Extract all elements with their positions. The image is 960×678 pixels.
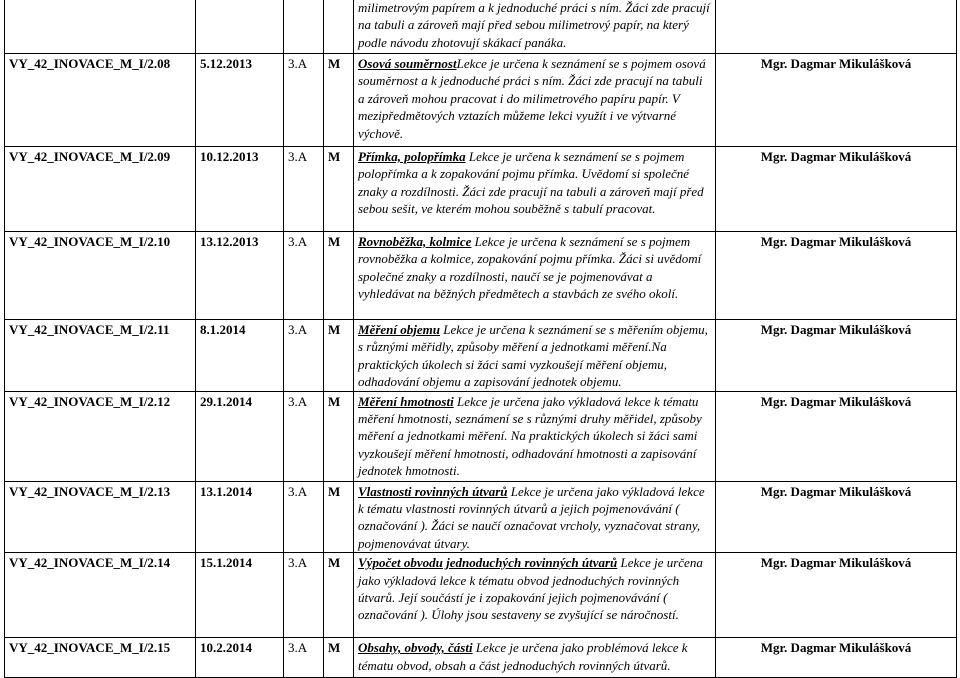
lesson-description (354, 638, 716, 678)
lesson-subject: M (324, 638, 354, 678)
lesson-title: Měření hmotnosti (358, 393, 454, 409)
lesson-grade: 3.A (284, 638, 324, 678)
lesson-title: Výpočet obvodu jednoduchých rovinných útvarů (358, 555, 618, 571)
lesson-description-text: milimetrovým papírem a k jednoduché práci s ním. Žáci zde pracují na tabuli a zároveň mají před sebou milimetrový papír, na který podle návodu zhotovují skákací panáka. (358, 0, 710, 50)
lesson-subject: M (324, 481, 354, 553)
lesson-date: 29.1.2014 (196, 391, 284, 481)
lesson-grade: 3.A (284, 320, 324, 392)
lesson-title: Obsahy, obvody, části (358, 640, 473, 656)
lesson-description (354, 147, 716, 232)
lesson-author: Mgr. Dagmar Mikulášková (716, 638, 957, 678)
lesson-author (716, 0, 957, 54)
lesson-date: 10.12.2013 (196, 147, 284, 232)
table-row (5, 147, 957, 232)
lesson-date: 15.1.2014 (196, 553, 284, 638)
lesson-date: 5.12.2013 (196, 54, 284, 147)
lesson-description-text: Lekce je určena k seznámení se s měřením objemu, s různými měřidly, způsoby měření a jednotkami měření.Na praktických úkolech si žáci sami vyzkoušejí měření objemu, odhadování objemu a zapisování jednotek objemu. (358, 322, 708, 390)
lesson-grade: 3.A (284, 54, 324, 147)
lesson-description (354, 54, 716, 147)
lesson-author: Mgr. Dagmar Mikulášková (716, 232, 957, 320)
lesson-description (354, 481, 716, 553)
table-row (5, 320, 957, 392)
lesson-code: VY_42_INOVACE_M_I/2.12 (5, 391, 196, 481)
lesson-code: VY_42_INOVACE_M_I/2.09 (5, 147, 196, 232)
table-row (5, 232, 957, 320)
lesson-date: 8.1.2014 (196, 320, 284, 392)
lesson-title: Vlastnosti rovinných útvarů (358, 483, 508, 499)
lesson-title: Přímka, polopřímka (358, 149, 466, 164)
lesson-author: Mgr. Dagmar Mikulášková (716, 54, 957, 147)
lesson-date: 13.12.2013 (196, 232, 284, 320)
lesson-code: VY_42_INOVACE_M_I/2.14 (5, 553, 196, 638)
lesson-code: VY_42_INOVACE_M_I/2.13 (5, 481, 196, 553)
lesson-title: Rovnoběžka, kolmice (358, 234, 472, 249)
lesson-grade (284, 0, 324, 54)
lesson-description (354, 553, 716, 638)
table-row (5, 553, 957, 638)
lesson-description-text: Lekce je určena jako výkladová lekce k tématu obvod jednoduchých rovinných útvarů. Její součástí je i zopakování jejich pojmenovávání ( označování ). Úlohy jsou sestaveny se zvyšující se náročností. (358, 555, 703, 623)
lesson-subject: M (324, 232, 354, 320)
lesson-description-text: Lekce je určena jako výkladová lekce k tématu vlastnosti rovinných útvarů a jejich pojmenovávání ( označování ). Žáci se naučí označovat vrcholy, vyznačovat strany, pojmenovávat útvary. (358, 483, 705, 551)
lesson-grade: 3.A (284, 232, 324, 320)
lesson-author: Mgr. Dagmar Mikulášková (716, 481, 957, 553)
lesson-description-text: Lekce je určena jako výkladová lekce k tématu měření hmotnosti, seznámení se s různými druhy měřidel, způsoby měření a jednotkami měření. Na praktických úkolech si žáci sami vyzkoušejí měření hmotnosti, odhadování hmotnosti a zapisování jednotek hmotnosti. (358, 393, 702, 479)
lesson-author: Mgr. Dagmar Mikulášková (716, 553, 957, 638)
lesson-description-text: Lekce je určena k seznámení se s pojmem osová souměrnost a k jednoduché práci s ním. Žáci zde pracují na tabuli a zároveň mohou pracovat i do milimetrového papíru papír. V mezipředmětových vztazích můžeme lekci využít i ve výtvarné výchově. (358, 56, 706, 141)
lesson-title: Měření objemu (358, 322, 440, 337)
lesson-subject (324, 0, 354, 54)
lesson-author: Mgr. Dagmar Mikulášková (716, 391, 957, 481)
lesson-date: 13.1.2014 (196, 481, 284, 553)
lesson-table (4, 0, 957, 678)
table-row (5, 391, 957, 481)
table-row (5, 0, 957, 54)
lesson-description (354, 391, 716, 481)
lesson-grade: 3.A (284, 481, 324, 553)
table-row (5, 638, 957, 678)
lesson-description-text: Lekce je určena jako problémová lekce k tématu obvod, obsah a část jednoduchých rovinných útvarů. (358, 640, 688, 673)
lesson-subject: M (324, 320, 354, 392)
table-row (5, 54, 957, 147)
lesson-grade: 3.A (284, 553, 324, 638)
lesson-author: Mgr. Dagmar Mikulášková (716, 147, 957, 232)
lesson-code (5, 0, 196, 54)
lesson-subject: M (324, 553, 354, 638)
lesson-author: Mgr. Dagmar Mikulášková (716, 320, 957, 392)
lesson-code: VY_42_INOVACE_M_I/2.15 (5, 638, 196, 678)
lesson-code: VY_42_INOVACE_M_I/2.10 (5, 232, 196, 320)
lesson-description (354, 0, 716, 54)
lesson-grade: 3.A (284, 391, 324, 481)
lesson-subject: M (324, 147, 354, 232)
table-row (5, 481, 957, 553)
lesson-title: Osová souměrnost (358, 56, 457, 71)
lesson-date: 10.2.2014 (196, 638, 284, 678)
lesson-code: VY_42_INOVACE_M_I/2.11 (5, 320, 196, 392)
lesson-grade: 3.A (284, 147, 324, 232)
lesson-subject: M (324, 391, 354, 481)
lesson-description (354, 232, 716, 320)
lesson-code: VY_42_INOVACE_M_I/2.08 (5, 54, 196, 147)
lesson-description-text: Lekce je určena k seznámení se s pojmem polopřímka a k zopakování pojmu přímka. Uvědomí si společné znaky a rozdílnosti. Žáci zde pracují na tabuli a zároveň mají před sebou sešit, ve kterém mohou souběžně s tabulí pracovat. (358, 149, 704, 217)
lesson-date (196, 0, 284, 54)
lesson-description-text: Lekce je určena k seznámení se s pojmem rovnoběžka a kolmice, zopakování pojmu přímka. Žáci si uvědomí společné znaky a rozdílnosti, naučí se je pojmenovávat a vyhledávat na běžných předmětech a stavbách ze svého okolí. (358, 234, 702, 302)
lesson-description (354, 320, 716, 392)
lesson-subject: M (324, 54, 354, 147)
